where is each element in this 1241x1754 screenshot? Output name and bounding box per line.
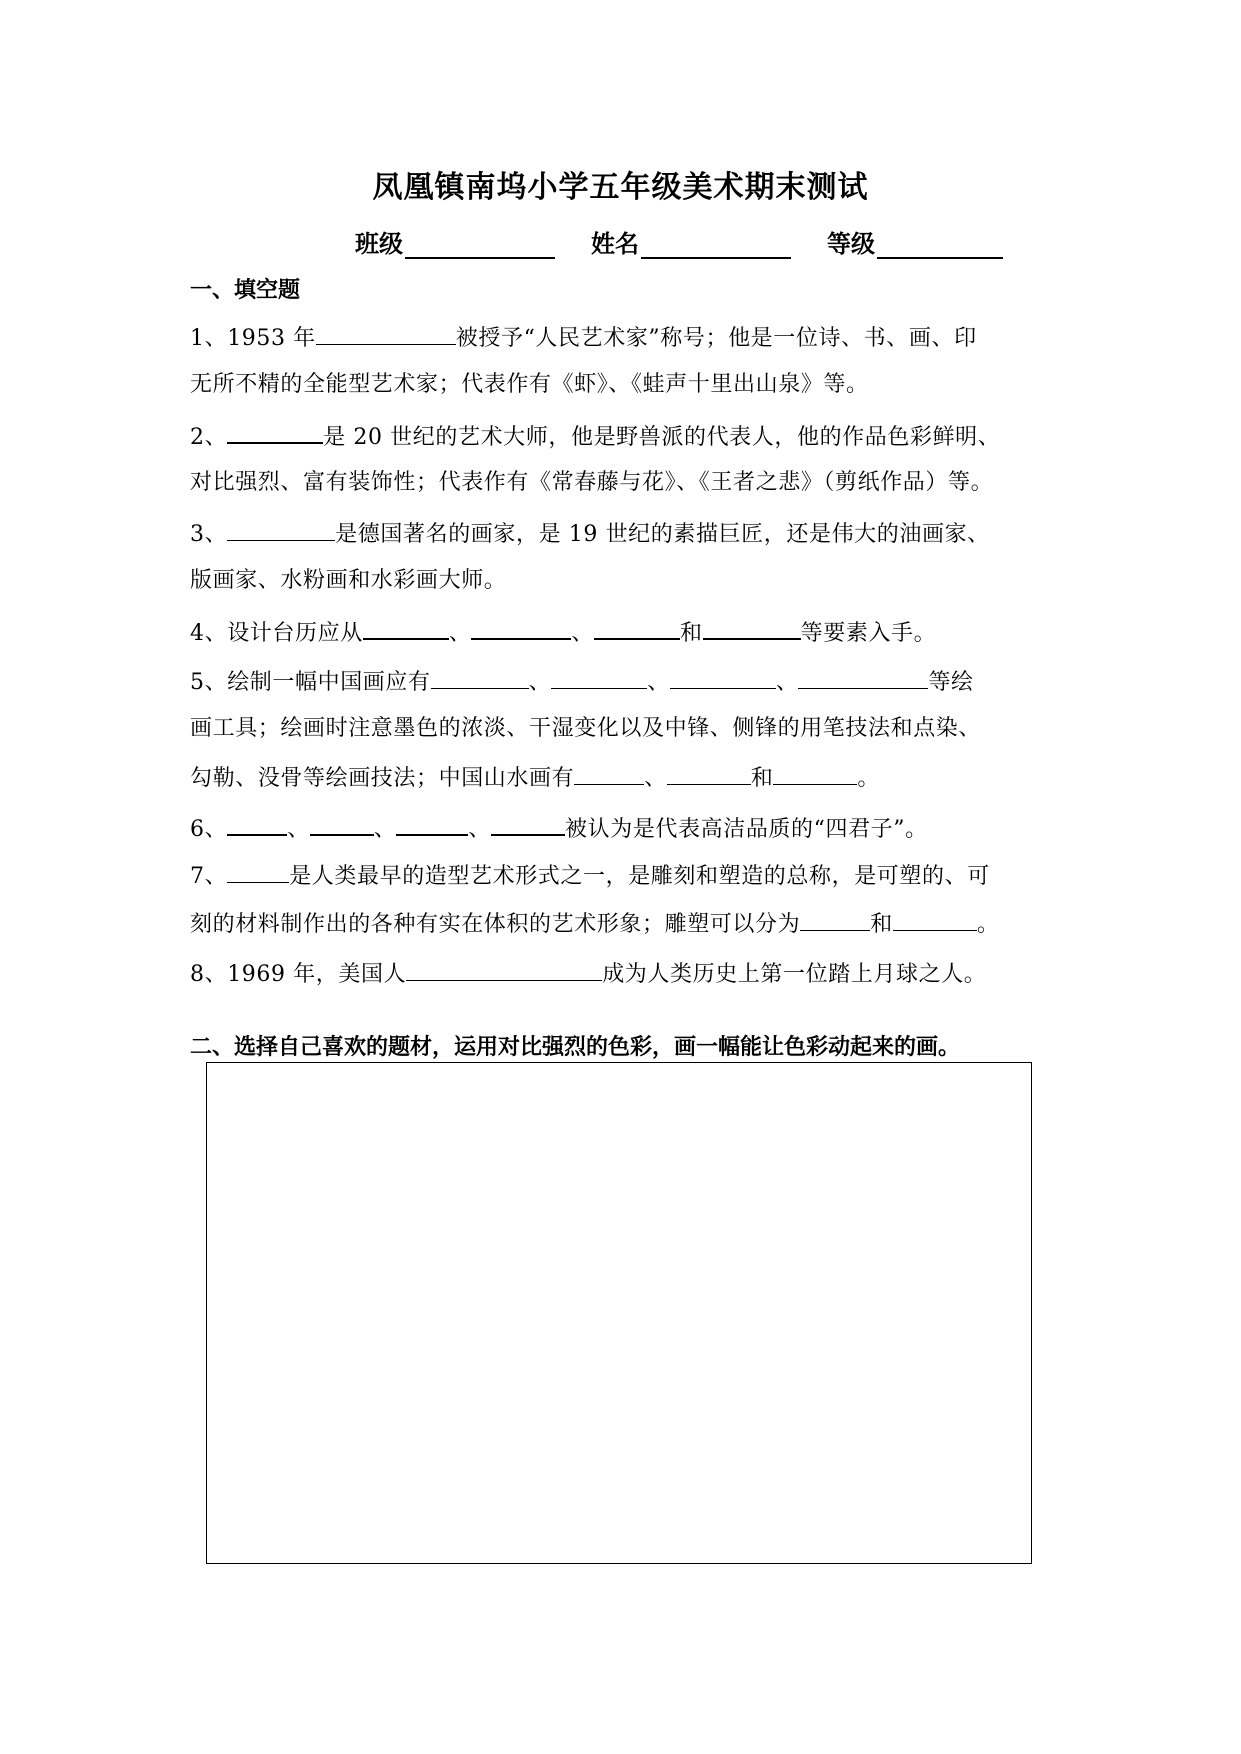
q8-blank-1[interactable]: [406, 958, 602, 981]
q5-blank-7[interactable]: [773, 762, 857, 785]
student-info-row: [355, 224, 1003, 259]
q7-blank-2[interactable]: [800, 908, 870, 931]
q6-sep-2: 、: [373, 817, 397, 842]
q6-end: 被认为是代表高洁品质的“四君子”。: [565, 817, 928, 842]
question-5-line-2: 画工具；绘画时注意墨色的浓淡、干湿变化以及中锋、侧锋的用笔技法和点染、: [190, 716, 982, 741]
q5-sep-3: 、: [775, 670, 799, 695]
grade-label: 等级: [827, 229, 875, 258]
q5-blank-2[interactable]: [551, 666, 647, 689]
question-5-line-1: [190, 666, 974, 698]
section1-heading: 一、填空题: [190, 277, 301, 303]
q6-blank-1[interactable]: [227, 812, 287, 836]
q8-end: 成为人类历史上第一位踏上月球之人。: [602, 962, 987, 987]
q4-and: 和: [680, 621, 703, 646]
question-7-line-1: [190, 860, 990, 892]
name-blank[interactable]: [641, 231, 791, 259]
q6-blank-2[interactable]: [310, 812, 374, 836]
page-title: 凤凰镇南坞小学五年级美术期末测试: [372, 170, 869, 205]
class-field: [355, 224, 555, 259]
q5-and: 和: [750, 766, 774, 791]
question-1-line-2: 无所不精的全能型艺术家；代表作有《虾》、《蛙声十里出山泉》等。: [190, 372, 869, 397]
q6-sep-1: 、: [287, 817, 310, 842]
q4-sep-1: 、: [448, 621, 472, 646]
name-field: [591, 224, 791, 259]
q5-sep-1: 、: [528, 670, 552, 695]
question-3-line-2: 版画家、水粉画和水彩画大师。: [190, 568, 507, 593]
q4-blank-3[interactable]: [594, 616, 680, 640]
q6-blank-4[interactable]: [491, 812, 565, 836]
q5-sep-2: 、: [647, 670, 670, 695]
class-label: 班级: [355, 229, 403, 258]
q1-blank-1[interactable]: [316, 322, 456, 345]
question-6-line-1: [190, 812, 928, 845]
q5-blank-6[interactable]: [667, 762, 751, 785]
drawing-area[interactable]: [206, 1062, 1032, 1564]
q7-text-2: 刻的材料制作出的各种有实在体积的艺术形象；雕塑可以分为: [190, 912, 801, 937]
q7-stop: 。: [976, 912, 1000, 937]
question-8-line-1: [190, 958, 986, 990]
q7-text: 是人类最早的造型艺术形式之一，是雕刻和塑造的总称，是可塑的、可: [289, 864, 990, 889]
q1-prefix: 1、1953 年: [190, 326, 316, 351]
q5-prefix: 5、绘制一幅中国画应有: [190, 670, 431, 695]
q7-prefix: 7、: [190, 864, 228, 889]
question-4-line-1: [190, 616, 936, 649]
q7-blank-3[interactable]: [893, 908, 977, 931]
question-7-line-2: [190, 908, 999, 940]
q5-end: 等绘: [928, 670, 974, 695]
q8-prefix: 8、1969 年，美国人: [190, 962, 407, 987]
name-label: 姓名: [591, 229, 639, 258]
q5-blank-5[interactable]: [574, 762, 644, 785]
question-3-line-1: [190, 518, 990, 550]
q4-blank-4[interactable]: [703, 616, 801, 640]
q2-prefix: 2、: [190, 425, 228, 450]
q5-blank-3[interactable]: [670, 666, 776, 689]
question-1-line-1: [190, 322, 977, 354]
q4-end: 等要素入手。: [800, 621, 937, 646]
q7-blank-1[interactable]: [227, 860, 289, 883]
q4-blank-2[interactable]: [471, 616, 571, 640]
q5-text: 勾勒、没骨等绘画技法；中国山水画有: [190, 766, 575, 791]
q6-blank-3[interactable]: [396, 812, 468, 836]
q7-and: 和: [870, 912, 893, 937]
grade-blank[interactable]: [877, 231, 1003, 259]
q3-prefix: 3、: [190, 522, 228, 547]
class-blank[interactable]: [405, 231, 555, 259]
q4-blank-1[interactable]: [363, 616, 449, 640]
q2-text: 是 20 世纪的艺术大师，他是野兽派的代表人，他的作品色彩鲜明、: [323, 425, 1001, 450]
q3-text: 是德国著名的画家，是 19 世纪的素描巨匠，还是伟大的油画家、: [335, 522, 990, 547]
section2-heading: 二、选择自己喜欢的题材，运用对比强烈的色彩，画一幅能让色彩动起来的画。: [190, 1034, 961, 1060]
q5-blank-4[interactable]: [798, 666, 928, 689]
q3-blank-1[interactable]: [227, 518, 335, 541]
question-2-line-2: 对比强烈、富有装饰性；代表作有《常春藤与花》、《王者之悲》（剪纸作品）等。: [190, 470, 994, 495]
q6-sep-3: 、: [468, 817, 492, 842]
q6-prefix: 6、: [190, 817, 228, 842]
q5-sep-4: 、: [644, 766, 667, 791]
q1-text: 被授予“人民艺术家”称号；他是一位诗、书、画、印: [455, 326, 977, 351]
q4-sep-2: 、: [571, 621, 595, 646]
q4-prefix: 4、设计台历应从: [190, 621, 363, 646]
q2-blank-1[interactable]: [227, 420, 323, 444]
question-2-line-1: [190, 420, 1000, 453]
q5-stop: 。: [857, 766, 881, 791]
q5-blank-1[interactable]: [431, 666, 529, 689]
grade-field: [827, 224, 1003, 259]
question-5-line-3: [190, 762, 880, 794]
